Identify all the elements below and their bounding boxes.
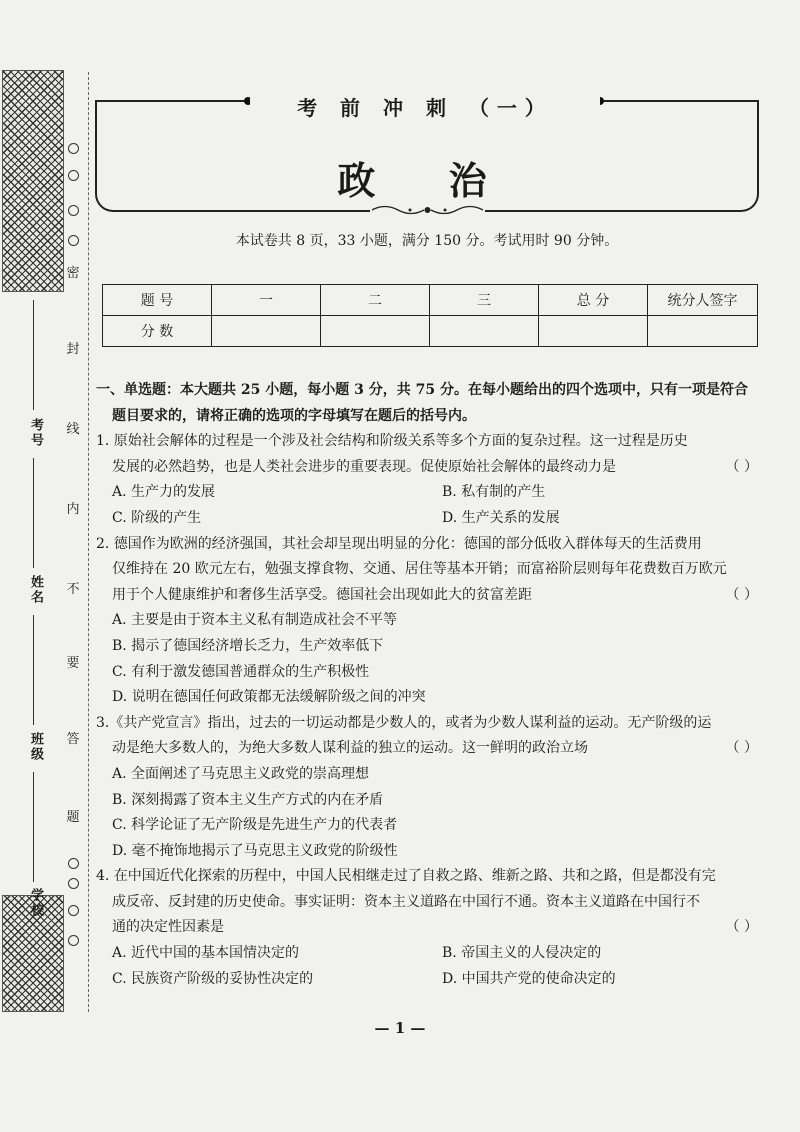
- fill-line-name: [33, 458, 34, 568]
- option-row: [96, 506, 766, 532]
- seal-char: 要: [65, 652, 81, 671]
- option-row: [96, 967, 766, 993]
- table-cell: 一: [212, 285, 321, 316]
- binding-margin: [0, 0, 95, 1132]
- score-input-cell[interactable]: [321, 316, 430, 347]
- question-text: 1. 原始社会解体的过程是一个涉及社会结构和阶级关系等多个方面的复杂过程。这一过程是历史: [96, 433, 688, 450]
- question-4: [96, 864, 766, 992]
- binding-hole: [68, 170, 79, 181]
- answer-paren[interactable]: （ ）: [725, 458, 758, 475]
- binding-hole: [68, 858, 79, 869]
- binding-hole: [68, 143, 79, 154]
- option-a[interactable]: A. 近代中国的基本国情决定的: [112, 945, 300, 962]
- option-c[interactable]: C. 有利于激发德国普通群众的生产积极性: [112, 663, 370, 680]
- score-input-cell[interactable]: [539, 316, 648, 347]
- question-text: 4. 在中国近代化探索的历程中，中国人民相继走过了自救之路、维新之路、共和之路，但是都没有完: [96, 868, 716, 885]
- option-a[interactable]: A. 生产力的发展: [112, 484, 216, 501]
- table-cell: 统分人签字: [648, 285, 758, 316]
- option-d[interactable]: D. 生产关系的发展: [442, 509, 560, 526]
- option-c[interactable]: C. 科学论证了无产阶级是先进生产力的代表者: [112, 817, 398, 834]
- question-section: [96, 378, 766, 992]
- option-b[interactable]: B. 深刻揭露了资本主义生产方式的内在矛盾: [112, 791, 384, 808]
- seal-char: 线: [65, 418, 81, 437]
- question-1: [96, 429, 766, 531]
- binding-hole: [68, 935, 79, 946]
- label-name: 姓名: [28, 575, 43, 605]
- table-cell: 总 分: [539, 285, 648, 316]
- fill-line-exam-number: [33, 300, 34, 410]
- binding-hole: [68, 905, 79, 916]
- label-school: 学校: [28, 888, 43, 918]
- signature-cell[interactable]: [648, 316, 758, 347]
- fill-line-class: [33, 615, 34, 725]
- option-b[interactable]: B. 私有制的产生: [442, 484, 546, 501]
- answer-paren[interactable]: （ ）: [725, 586, 758, 603]
- question-text: 成反帝、反封建的历史使命。事实证明：资本主义道路在中国行不通。资本主义道路在中国行不: [112, 893, 700, 910]
- seal-char: 内: [65, 498, 81, 517]
- question-text: 仅维持在 20 欧元左右，勉强支撑食物、交通、居住等基本开销；而富裕阶层则每年花费数百万欧元: [112, 561, 727, 578]
- binding-hole: [68, 235, 79, 246]
- score-table-header-row: [103, 285, 758, 316]
- fill-line-school: [33, 772, 34, 882]
- hatch-pattern-top: [2, 70, 64, 292]
- option-row: [96, 941, 766, 967]
- option-d[interactable]: D. 说明在德国任何政策都无法缓解阶级之间的冲突: [112, 689, 426, 706]
- option-b[interactable]: B. 揭示了德国经济增长乏力，生产效率低下: [112, 637, 384, 654]
- option-d[interactable]: D. 毫不掩饰地揭示了马克思主义政党的阶级性: [112, 842, 398, 859]
- table-cell: 分 数: [103, 316, 212, 347]
- seal-char: 答: [65, 728, 81, 747]
- subject-title: 政 治: [337, 158, 517, 203]
- binding-hole: [68, 205, 79, 216]
- question-2: [96, 532, 766, 711]
- question-text: 动是绝大多数人的，为绝大多数人谋利益的独立的运动。这一鲜明的政治立场 （ ）: [96, 736, 766, 762]
- exam-subtitle: 考 前 冲 刺 （一）: [250, 92, 600, 121]
- table-cell: 题 号: [103, 285, 212, 316]
- option-c[interactable]: C. 民族资产阶级的妥协性决定的: [112, 970, 314, 987]
- binding-hole: [68, 878, 79, 889]
- label-exam-number: 考号: [28, 418, 43, 448]
- option-b[interactable]: B. 帝国主义的人侵决定的: [442, 945, 602, 962]
- option-d[interactable]: D. 中国共产党的使命决定的: [442, 970, 616, 987]
- section-heading: 一、单选题：本大题共 25 小题，每小题 3 分，共 75 分。在每小题给出的四个选项中，只有一项是符合: [96, 382, 748, 398]
- ornament-icon: [370, 202, 485, 218]
- question-3: [96, 711, 766, 865]
- seal-char: 不: [65, 578, 81, 597]
- question-text: 通的决定性因素是 （ ）: [96, 915, 766, 941]
- exam-info: 本试卷共 8 页，33 小题，满分 150 分。考试用时 90 分钟。: [235, 233, 619, 249]
- answer-paren[interactable]: （ ）: [725, 740, 758, 757]
- score-input-cell[interactable]: [212, 316, 321, 347]
- question-text: 发展的必然趋势，也是人类社会进步的重要表现。促使原始社会解体的最终动力是 （ ）: [96, 455, 766, 481]
- cut-line: [88, 72, 89, 1012]
- score-table: [102, 284, 758, 347]
- option-a[interactable]: A. 全面阐述了马克思主义政党的崇高理想: [112, 765, 370, 782]
- seal-char: 密: [65, 262, 81, 281]
- option-row: [96, 480, 766, 506]
- option-c[interactable]: C. 阶级的产生: [112, 509, 202, 526]
- table-cell: 二: [321, 285, 430, 316]
- score-table-score-row: [103, 316, 758, 347]
- seal-char: 题: [65, 806, 81, 825]
- option-a[interactable]: A. 主要是由于资本主义私有制造成社会不平等: [112, 612, 398, 629]
- question-text: 2. 德国作为欧洲的经济强国，其社会却呈现出明显的分化：德国的部分低收入群体每天的生活费用: [96, 535, 702, 552]
- answer-paren[interactable]: （ ）: [725, 919, 758, 936]
- score-input-cell[interactable]: [430, 316, 539, 347]
- section-heading: 题目要求的，请将正确的选项的字母填写在题后的括号内。: [112, 407, 476, 424]
- question-text: 3.《共产党宣言》指出，过去的一切运动都是少数人的，或者为少数人谋利益的运动。无产阶级的运: [96, 714, 712, 731]
- page-number: — 1 —: [374, 1019, 426, 1037]
- table-cell: 三: [430, 285, 539, 316]
- label-class: 班级: [28, 732, 43, 762]
- question-text: 用于个人健康维护和奢侈生活享受。德国社会出现如此大的贫富差距 （ ）: [96, 583, 766, 609]
- seal-char: 封: [65, 338, 81, 357]
